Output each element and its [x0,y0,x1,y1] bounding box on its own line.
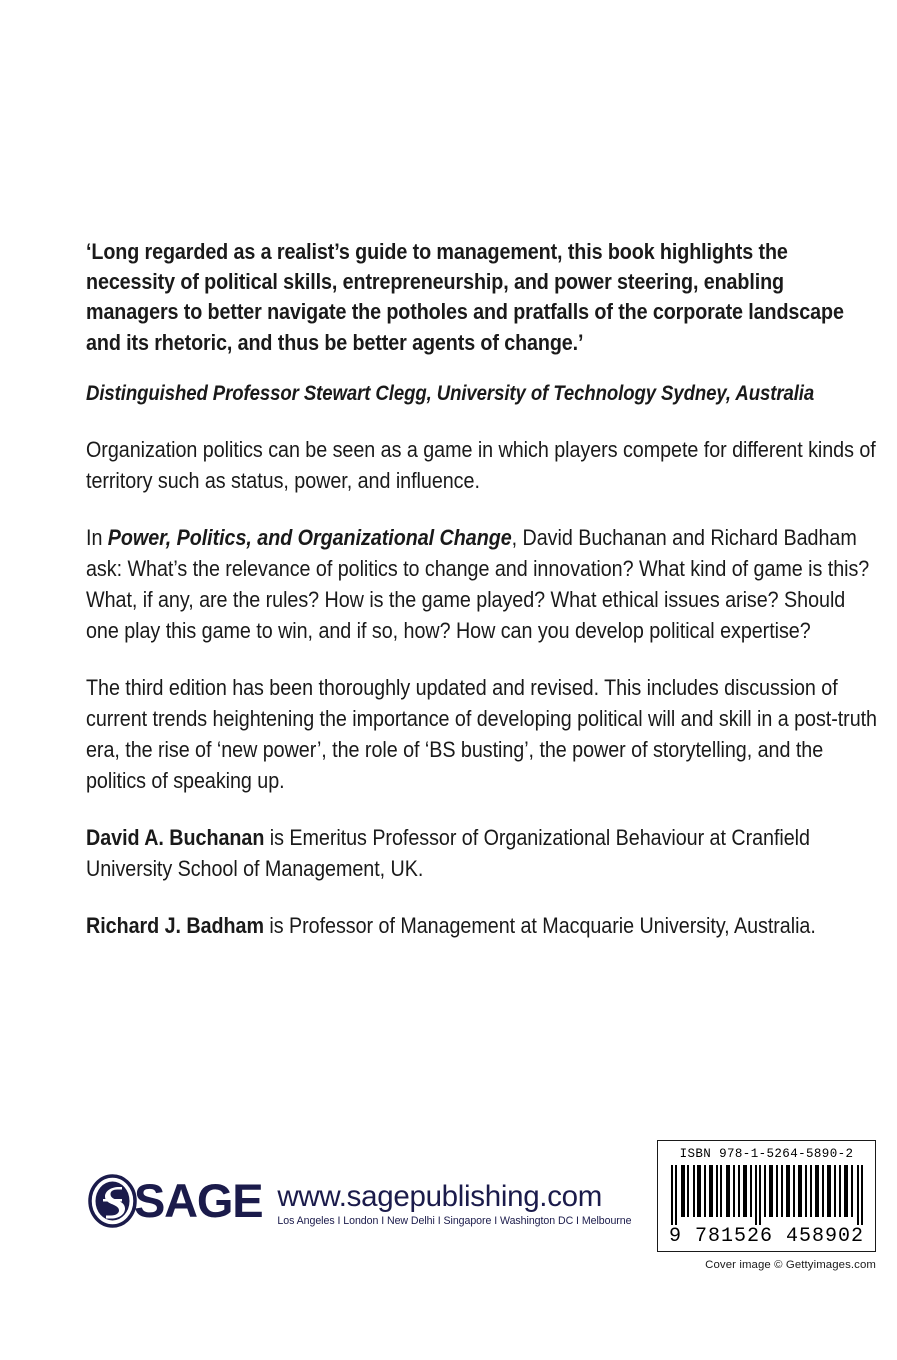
blurb-lead-in: In [86,524,108,550]
blurb-paragraph-1-text: Organization politics can be seen as a game in which players compete for different kinds of territory such as status, power, and influence. [86,436,876,493]
cover-image-credit: Cover image © Gettyimages.com [705,1259,876,1271]
isbn-barcode [657,1140,876,1252]
author-name-badham: Richard J. Badham [86,912,264,938]
publisher-logo-lockup[interactable] [88,1174,631,1228]
author-bio-2-detail: is Professor of Management at Macquarie University, Australia. [263,912,816,938]
publisher-url[interactable]: www.sagepublishing.com [277,1180,603,1213]
blurb-text-block [86,237,878,941]
blurb-paragraph-3-text: The third edition has been thoroughly updated and revised. This includes discussion of current trends heightening the importance of developing political will and skill in a post-truth era, the rise of ‘new power’, the role of ‘BS busting’, the power of storytelling, and the politics of speaking up. [86,674,877,793]
review-quote-text: ‘Long regarded as a realist’s guide to management, this book highlights the necessity of political skills, entrepreneurship, and power steering, enabling managers to better navigate the potholes and pratfalls of the corporate landscape and its rhetoric, and thus be better agents of change.’ [86,239,844,355]
sage-logo-icon [88,1174,137,1228]
review-quote [86,237,878,358]
review-attribution [86,380,878,408]
ean-digits: 9 781526 458902 [668,1225,865,1248]
blurb-paragraph-3 [86,672,878,796]
author-bio-2 [86,910,878,941]
author-bio-1 [86,822,878,884]
author-bio-1-detail: is Emeritus Professor of Organizational Behaviour at Cranfield University School of Management, UK. [86,824,810,881]
publisher-web-details [277,1182,631,1228]
isbn-label: ISBN 978-1-5264-5890-2 [679,1147,854,1161]
sage-wordmark: SAGE [134,1174,263,1227]
blurb-paragraph-1 [86,434,878,496]
blurb-paragraph-2-text [86,522,878,646]
blurb-paragraph-2-rest: , David Buchanan and Richard Badham ask: What’s the relevance of politics to change and innovation? What kind of game is this? What, if any, are the rules? How is the game played? What ethical issues arise? Should one play this game to win, and if so, how? How can you develop political expertise? [86,524,870,643]
author-bio-2-text [86,910,878,941]
publisher-cities: Los Angeles I London I New Delhi I Singapore I Washington DC I Melbourne [277,1215,632,1227]
author-bio-1-text [86,822,878,884]
blurb-paragraph-2 [86,522,878,646]
book-title: Power, Politics, and Organizational Change [107,524,512,550]
barcode-bars-icon [669,1165,865,1225]
review-attribution-text: Distinguished Professor Stewart Clegg, University of Technology Sydney, Australia [86,381,815,405]
author-name-buchanan: David A. Buchanan [86,824,265,850]
